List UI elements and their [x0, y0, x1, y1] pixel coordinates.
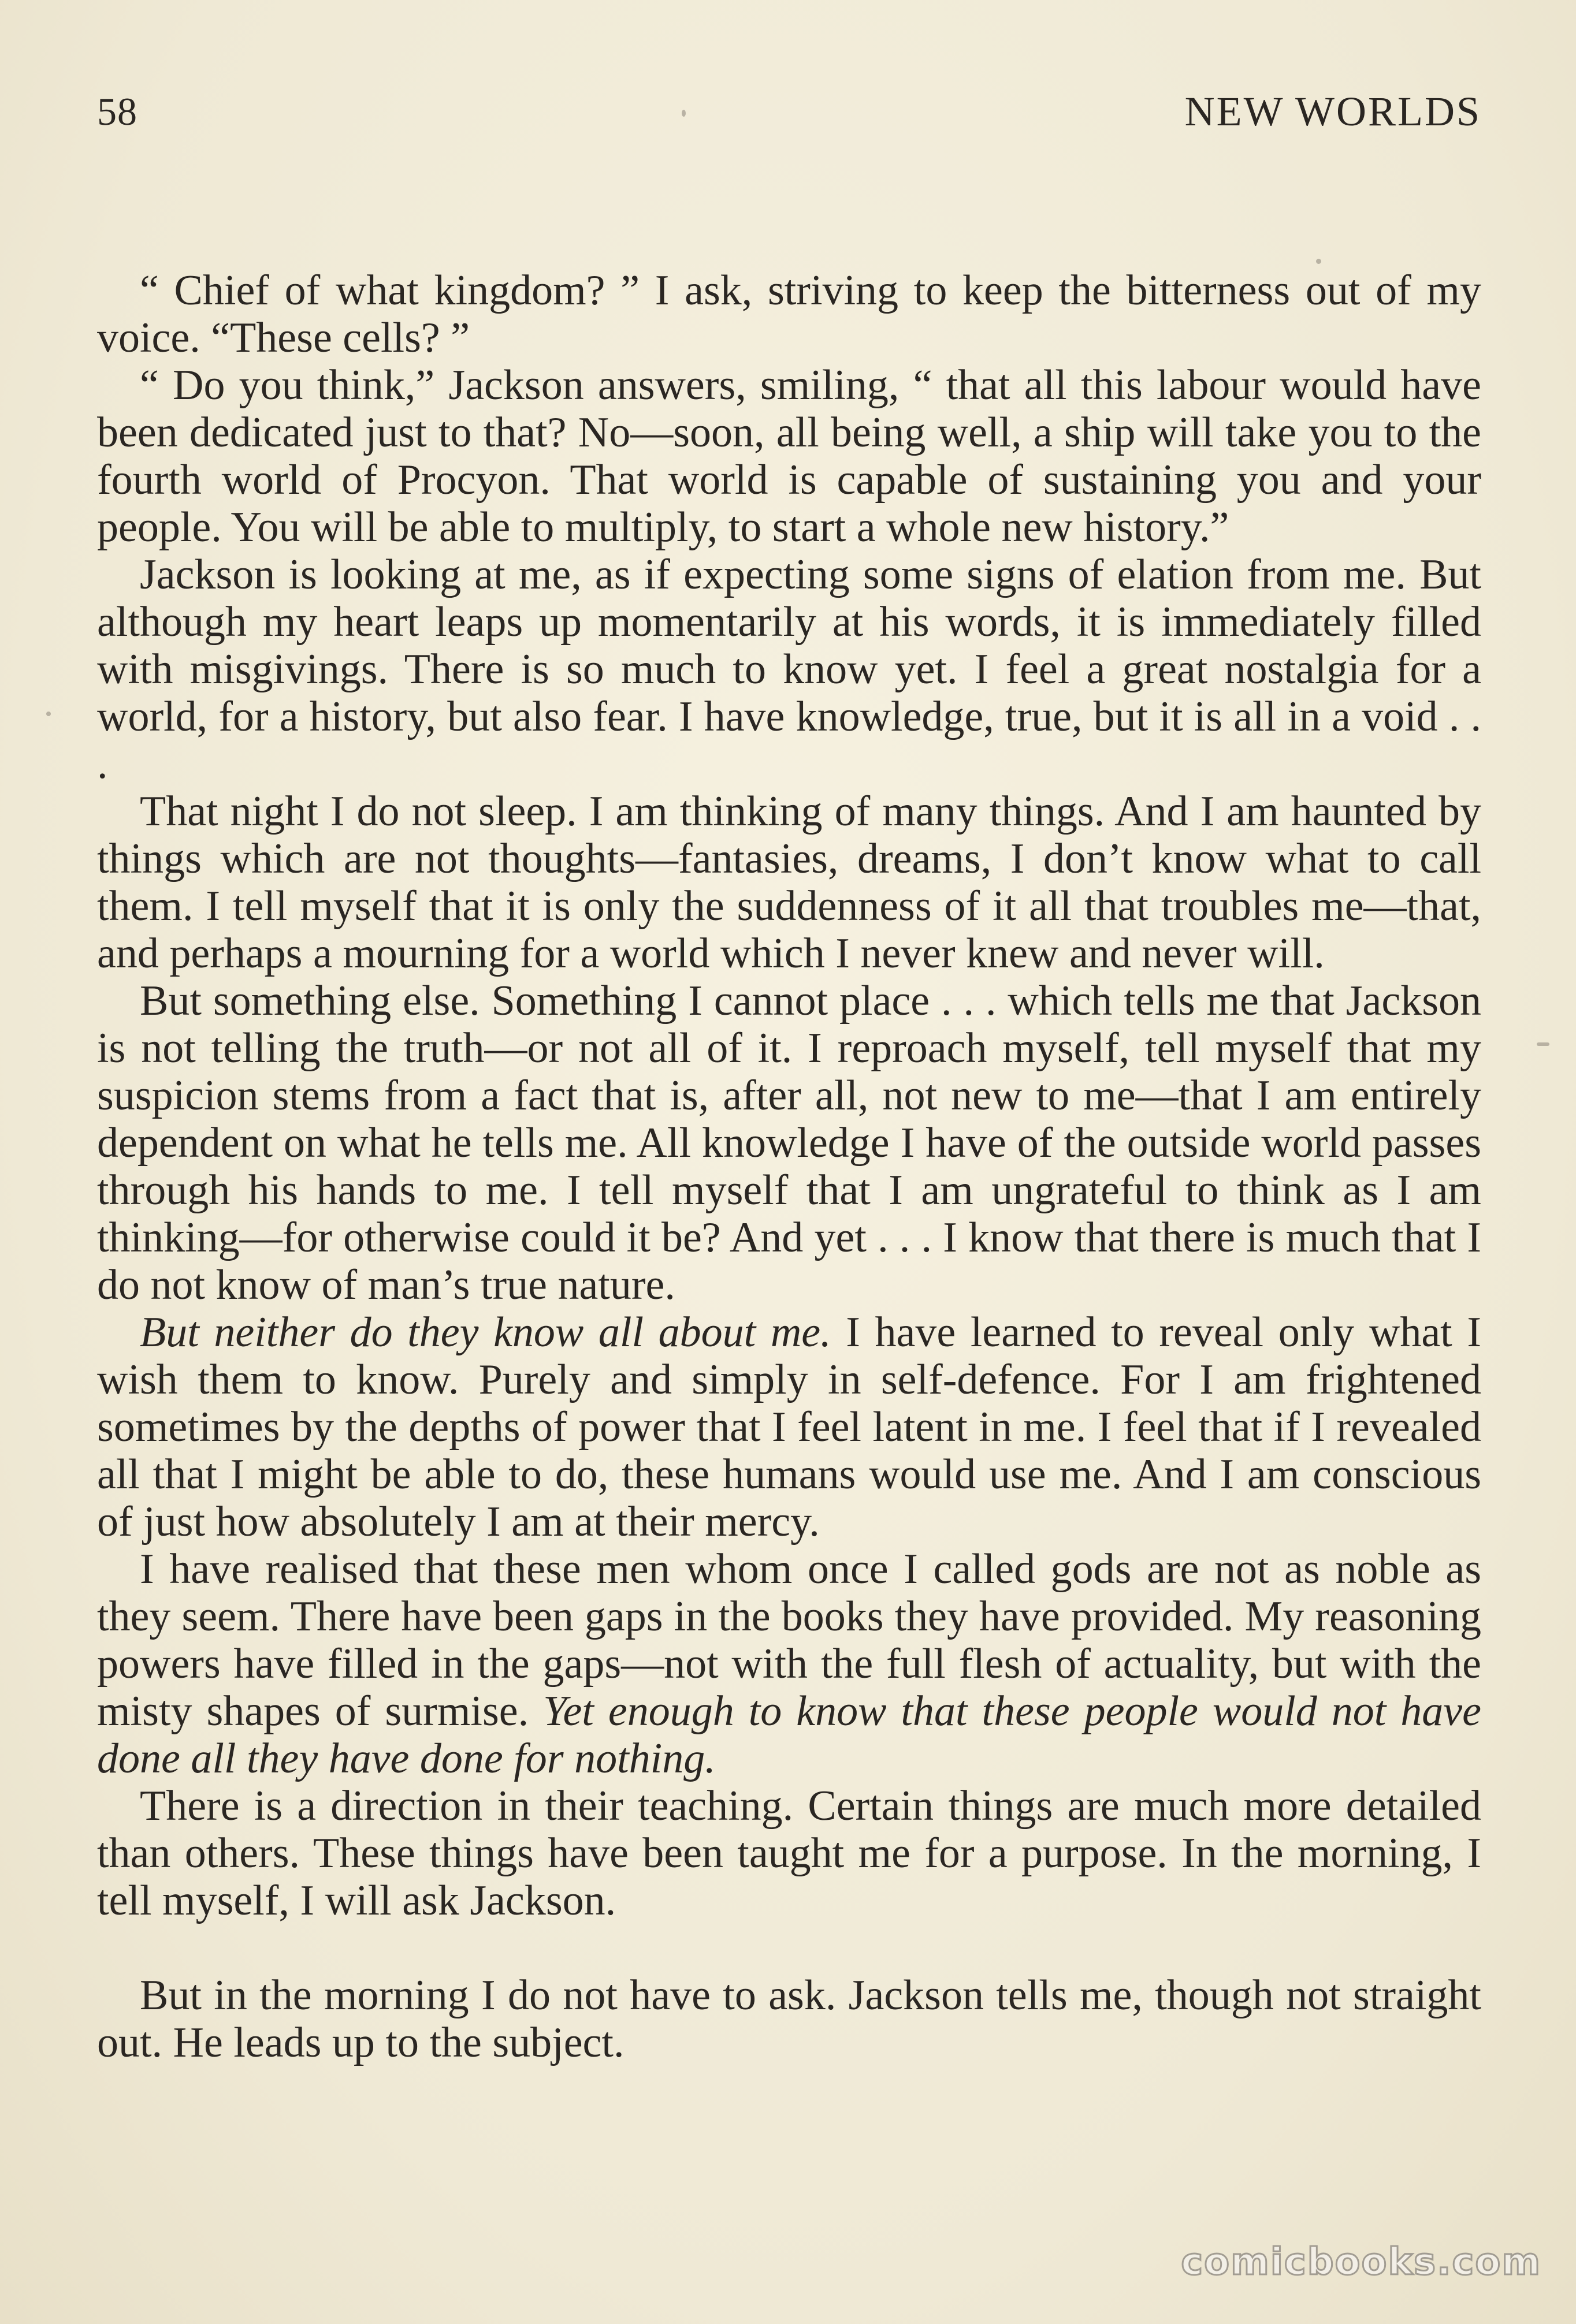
text-run: Jackson is looking at me, as if expecting some signs of elation from me. But although my heart leaps up momentarily at his words, it is immediately filled with misgivings. There is so much to know yet. I feel a great nostalgia for a world, for a history, but also fear. I have knowledge, true, but it is all in a void . . . [97, 551, 1481, 788]
paper-speck [1537, 1042, 1549, 1046]
paper-speck [1316, 259, 1321, 264]
page-number: 58 [97, 90, 137, 133]
paragraph [97, 788, 1481, 977]
paragraph [97, 1309, 1481, 1545]
paragraph [97, 977, 1481, 1309]
running-head [97, 87, 1481, 150]
text-run: But in the morning I do not have to ask. Jackson tells me, though not straight out. He leads up to the subject. [97, 1972, 1481, 2066]
italic-run: But neither do they know all about me. [140, 1309, 831, 1356]
paragraph [97, 267, 1481, 362]
paragraph [97, 1545, 1481, 1782]
text-run: There is a direction in their teaching. Certain things are much more detailed than others. These things have been taught me for a purpose. In the morning, I tell myself, I will ask Jackson. [97, 1782, 1481, 1924]
text-run: “ Do you think,” Jackson answers, smiling, “ that all this labour would have been dedicated just to that? No—soon, all being well, a ship will take you to the fourth world of Procyon. That world is capable of sustaining you and your people. You will be able to multiply, to start a whole new history.” [97, 362, 1481, 551]
paper-speck [682, 110, 686, 117]
watermark-logo: comicbooks.com [1181, 2241, 1541, 2284]
text-run: But something else. Something I cannot place . . . which tells me that Jackson is not telling the truth—or not all of it. I reproach myself, tell myself that my suspicion stems from a fact that is, after all, not new to me—that I am entirely dependent on what he tells me. All knowledge I have of the outside world passes through his hands to me. I tell myself that I am ungrateful to think as I am thinking—for otherwise could it be? And yet . . . I know that there is much that I do not know of man’s true nature. [97, 977, 1481, 1309]
text-run: “ Chief of what kingdom? ” I ask, striving to keep the bitterness out of my voice. “These cells? ” [97, 267, 1481, 362]
text-run: That night I do not sleep. I am thinking of many things. And I am haunted by things which are not thoughts—fantasies, dreams, I don’t know what to call them. I tell myself that it is only the suddenness of it all that troubles me—that, and perhaps a mourning for a world which I never knew and never will. [97, 788, 1481, 977]
text-run: I have learned to reveal only what I wish them to know. Purely and simply in self-defence. For I am frightened sometimes by the depths of power that I feel latent in me. I feel that if I revealed all that I might be able to do, these humans would use me. And I am conscious of just how absolutely I am at their mercy. [97, 1309, 1481, 1545]
book-page [97, 87, 1481, 2066]
paper-speck [46, 712, 51, 716]
paragraph [97, 362, 1481, 551]
body-text [97, 267, 1481, 2066]
paragraph [97, 551, 1481, 788]
paragraph [97, 1782, 1481, 1924]
text-run: I have realised that these men whom once I called gods are not as noble as they seem. There have been gaps in the books they have provided. My reasoning powers have filled in the gaps—not with the full flesh of actuality, but with the misty shapes of surmise. [97, 1545, 1481, 1735]
paragraph [97, 1972, 1481, 2066]
running-title: NEW WORLDS [1184, 88, 1481, 135]
italic-run: Yet enough to know that these people would not have done all they have done for nothing. [97, 1688, 1481, 1782]
